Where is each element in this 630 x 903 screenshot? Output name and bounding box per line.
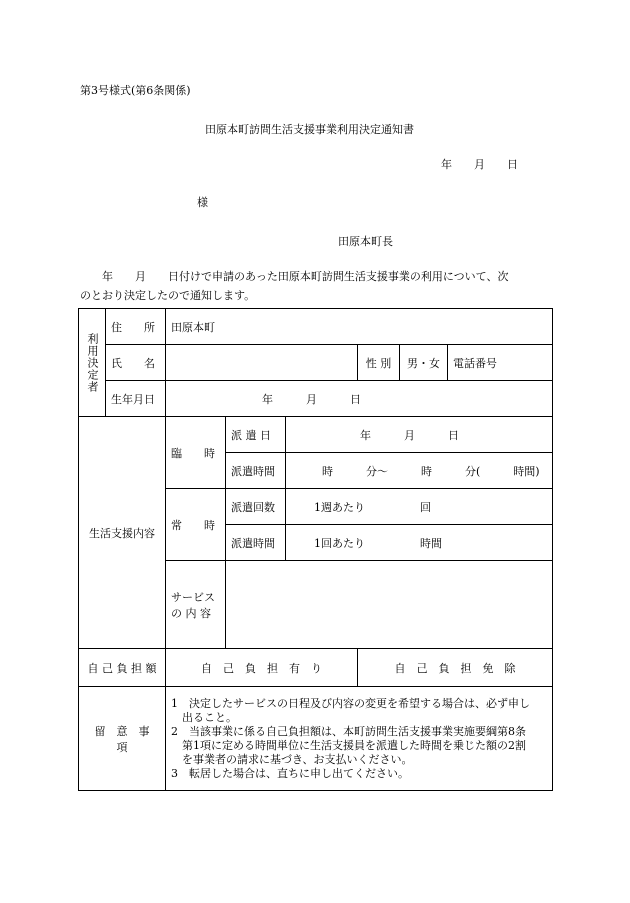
note-line: 第1項に定める時間単位に生活支援員を派遣した時間を乗じた額の2割	[171, 738, 526, 752]
copay-label: 自 己 負 担 額	[79, 649, 166, 687]
dispatch-time2-field: 1回あたり 時間	[286, 525, 553, 561]
birth-field: 年 月 日	[166, 381, 553, 417]
notes-list	[166, 687, 553, 791]
note-line: 出ること。	[171, 710, 237, 724]
sex-label: 性 別	[358, 345, 400, 381]
intro-line-1: 年 月 日付けで申請のあった田原本町訪問生活支援事業の利用について、次	[80, 270, 509, 283]
note-line: 3 転居した場合は、直ちに申し出てください。	[171, 766, 409, 780]
note-line: 1 決定したサービスの日程及び内容の変更を希望する場合は、必ず申し	[171, 696, 530, 710]
support-label: 生活支援内容	[79, 417, 166, 649]
dispatch-count-field: 1週あたり 回	[286, 489, 553, 525]
temporary-label: 臨 時	[166, 417, 226, 489]
service-label-line-1: サービス	[171, 590, 215, 604]
service-label-line-2: の 内 容	[171, 606, 211, 620]
intro-line-2: のとおり決定したので通知します。	[80, 289, 256, 302]
copay-yes: 自 己 負 担 有 り	[166, 649, 358, 687]
dispatch-time-field: 時 分〜 時 分( 時間)	[286, 453, 553, 489]
address-label: 住 所	[106, 309, 166, 345]
dispatch-time-label: 派遣時間	[226, 453, 286, 489]
name-label: 氏 名	[106, 345, 166, 381]
dispatch-time2-label: 派遣時間	[226, 525, 286, 561]
phone-label: 電話番号	[453, 356, 497, 370]
addressee-suffix: 様	[197, 196, 208, 209]
address-field: 田原本町	[166, 309, 553, 345]
sex-field: 男・女	[400, 345, 448, 381]
note-line: を事業者の請求に基づき、お支払いください。	[171, 752, 413, 766]
dispatch-count-label: 派遣回数	[226, 489, 286, 525]
applicant-group-label: 利用決定者	[79, 309, 106, 417]
document-title: 田原本町訪問生活支援事業利用決定通知書	[205, 123, 414, 136]
phone-label-cell	[448, 345, 553, 381]
service-field	[226, 561, 553, 649]
dispatch-day-label: 派 遣 日	[226, 417, 286, 453]
name-field	[166, 345, 358, 381]
form-number: 第3号様式(第6条関係)	[80, 84, 191, 97]
copay-exempt: 自 己 負 担 免 除	[358, 649, 553, 687]
regular-label: 常 時	[166, 489, 226, 561]
dispatch-day-field: 年 月 日	[286, 417, 553, 453]
decision-table	[78, 308, 553, 791]
birth-label: 生年月日	[106, 381, 166, 417]
service-label	[166, 561, 226, 649]
note-line: 2 当該事業に係る自己負担額は、本町訪問生活支援事業実施要綱第8条	[171, 724, 526, 738]
date-line: 年 月 日	[441, 158, 518, 171]
issuer: 田原本町長	[338, 235, 393, 248]
notes-label: 留 意 事 項	[79, 687, 166, 791]
